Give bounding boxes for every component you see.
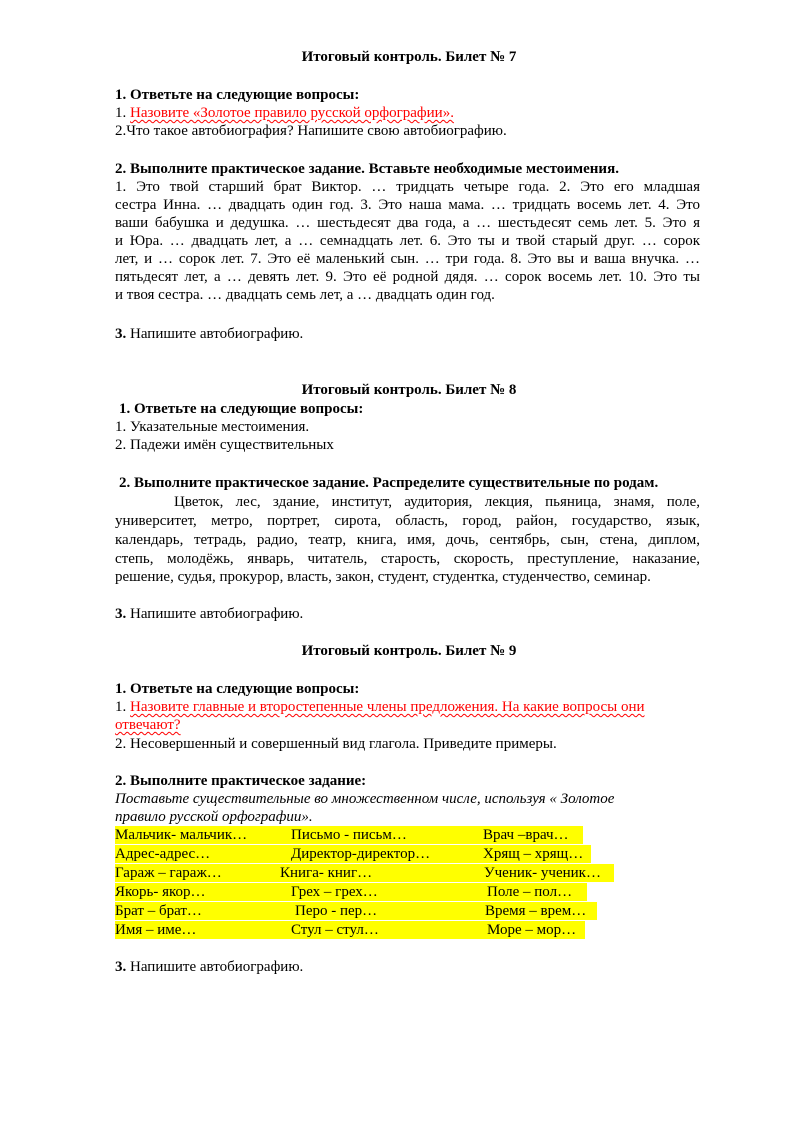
word-cell: Стул – стул…: [291, 921, 487, 939]
ticket-7-task-2-line: и Юра. … двадцать лет, а … семнадцать лет. 6. Это ты и твой старый друг. … сорок: [115, 233, 700, 249]
question-text: Назовите «Золотое правило русской орфографии».: [130, 105, 454, 121]
task-text: Напишите автобиографию.: [126, 326, 304, 342]
word-cell: Поле – пол…: [487, 883, 587, 901]
ticket-7-task-3: [115, 325, 303, 343]
word-cell: Брат – брат…: [115, 902, 295, 920]
task-text: Напишите автобиографию.: [126, 959, 304, 975]
ticket-7-task-2-line: ваши бабушка и дедушка. … шестьдесят два года, а … шестьдесят семь лет. 5. Это я: [115, 215, 700, 231]
task-number: 3.: [115, 606, 127, 622]
ticket-8-title: Итоговый контроль. Билет № 8: [301, 382, 517, 398]
ticket-8-task-1-heading: 1. Ответьте на следующие вопросы:: [119, 401, 364, 417]
ticket-9-task-1-heading: 1. Ответьте на следующие вопросы:: [115, 681, 360, 697]
ticket-7-task-2-heading: 2. Выполните практическое задание. Вставьте необходимые местоимения.: [115, 161, 619, 177]
ticket-7-question-2: 2.Что такое автобиография? Напишите свою автобиографию.: [115, 123, 507, 139]
ticket-7-task-2-line: пятьдесят лет, а … девять лет. 9. Это её родной дядя. … сорок восемь лет. 10. Это ты: [115, 269, 700, 285]
word-cell: Перо - пер…: [295, 902, 485, 920]
word-cell: Книга- книг…: [280, 864, 484, 882]
word-cell: Время – врем…: [485, 902, 597, 920]
ticket-9-task-2-heading: 2. Выполните практическое задание:: [115, 773, 367, 789]
ticket-8-task-2-line: степь, молодёжь, январь, читатель, старость, скорость, преступление, наказание,: [115, 551, 700, 567]
ticket-7-task-2-line: 1. Это твой старший брат Виктор. … тридцать четыре года. 2. Это его младшая: [115, 179, 700, 195]
ticket-8-task-2-line: решение, судья, прокурор, власть, закон, студент, студентка, студенчество, семинар.: [115, 569, 651, 585]
ticket-9-question-2: 2. Несовершенный и совершенный вид глагола. Приведите примеры.: [115, 736, 557, 752]
ticket-7-title: Итоговый контроль. Билет № 7: [301, 49, 517, 65]
word-cell: Море – мор…: [487, 921, 585, 939]
ticket-8-task-2-line: университет, метро, портрет, сирота, область, город, район, государство, язык,: [115, 513, 700, 529]
ticket-8-question-2: 2. Падежи имён существительных: [115, 437, 334, 453]
task-number: 3.: [115, 326, 127, 342]
word-cell: Мальчик- мальчик…: [115, 826, 291, 844]
word-cell: Якорь- якор…: [115, 883, 291, 901]
question-text: отвечают?: [115, 717, 181, 733]
ticket-8-task-2-line: Цветок, лес, здание, институт, аудитория, лекция, пьяница, знамя, поле,: [174, 494, 700, 510]
ticket-9-instruction: правило русской орфографии».: [115, 809, 313, 825]
ticket-8-task-2-heading: 2. Выполните практическое задание. Распределите существительные по родам.: [119, 475, 659, 491]
ticket-7-question-1: [115, 104, 454, 122]
word-cell: Ученик- ученик…: [484, 864, 614, 882]
question-number: 1.: [115, 105, 130, 121]
word-cell: Гараж – гараж…: [115, 864, 280, 882]
word-cell: Хрящ – хрящ…: [483, 845, 591, 863]
task-number: 3.: [115, 959, 127, 975]
word-cell: Письмо - письм…: [291, 826, 483, 844]
word-cell: Имя – име…: [115, 921, 291, 939]
task-text: Напишите автобиографию.: [126, 606, 304, 622]
ticket-8-task-2-line: календарь, тетрадь, радио, театр, книга, имя, дочь, сентябрь, сын, стена, диплом,: [115, 532, 700, 548]
ticket-9-question-1-continued: [115, 716, 181, 734]
ticket-9-task-3: [115, 958, 303, 976]
ticket-7-task-2-line: и твоя сестра. … двадцать семь лет, а … двадцать один год.: [115, 287, 495, 303]
word-cell: Адрес-адрес…: [115, 845, 291, 863]
word-cell: Директор-директор…: [291, 845, 483, 863]
ticket-9-title: Итоговый контроль. Билет № 9: [301, 643, 517, 659]
ticket-7-task-1-heading: 1. Ответьте на следующие вопросы:: [115, 87, 360, 103]
question-number: 1.: [115, 699, 130, 715]
word-cell: Грех – грех…: [291, 883, 487, 901]
word-cell: Врач –врач…: [483, 826, 583, 844]
ticket-7-task-2-line: лет, и … сорок лет. 7. Это её маленький сын. … три года. 8. Это вы и ваша внучка. …: [115, 251, 700, 267]
ticket-8-question-1: 1. Указательные местоимения.: [115, 419, 310, 435]
question-text: Назовите главные и второстепенные члены предложения. На какие вопросы они: [130, 699, 645, 715]
ticket-9-instruction: Поставьте существительные во множественном числе, используя « Золотое: [115, 791, 615, 807]
ticket-8-task-3: [115, 605, 303, 623]
ticket-9-question-1: [115, 698, 645, 716]
ticket-7-task-2-line: сестра Инна. … двадцать один год. 3. Это наша мама. … тридцать восемь лет. 4. Это: [115, 197, 700, 213]
